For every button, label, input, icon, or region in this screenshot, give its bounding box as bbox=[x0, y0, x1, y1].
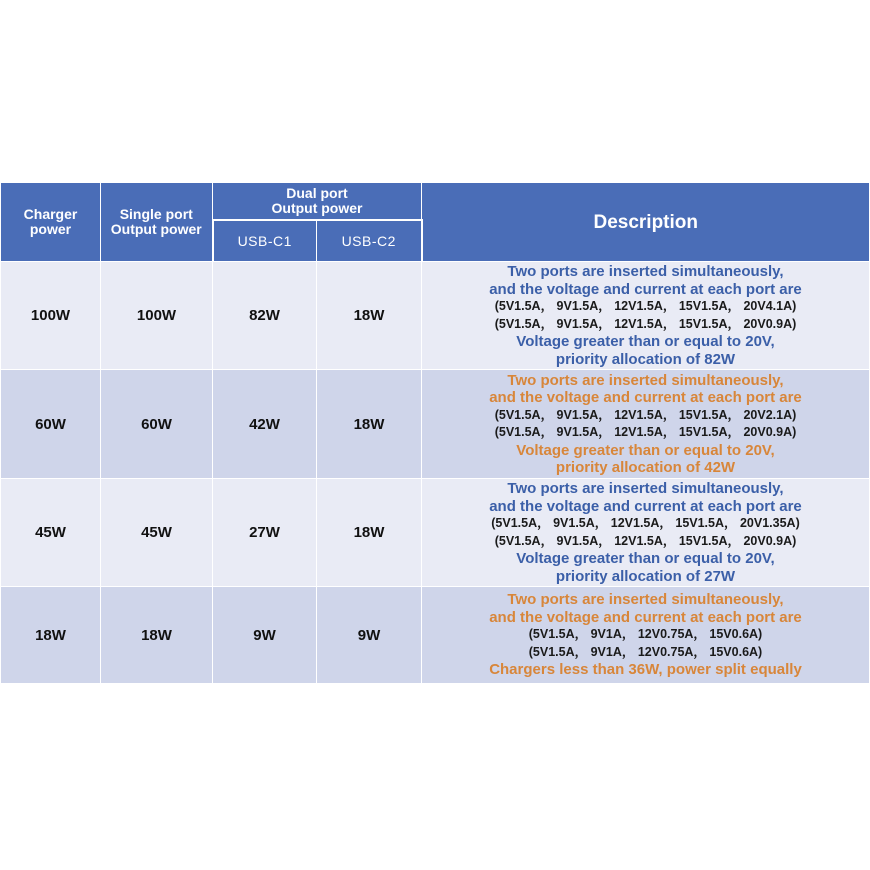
desc-line: Two ports are inserted simultaneously, bbox=[507, 263, 784, 280]
cell-single-port: 18W bbox=[101, 587, 213, 684]
header-dual-port-line2: Output power bbox=[271, 200, 363, 216]
desc-line: Chargers less than 36W, power split equally bbox=[489, 661, 802, 679]
cell-usb-c2: 18W bbox=[317, 262, 422, 370]
header-single-port-line2: Output power bbox=[110, 221, 202, 237]
table-row bbox=[1, 587, 870, 684]
table-row bbox=[1, 262, 870, 370]
header-description: Description bbox=[422, 183, 870, 262]
desc-line: (5V1.5A， 9V1.5A， 12V1.5A， 15V1.5A， 20V0.9A) bbox=[494, 425, 797, 439]
cell-charger-power: 45W bbox=[1, 479, 101, 587]
header-single-port-line1: Single port bbox=[119, 206, 193, 222]
header-charger-power-line2: power bbox=[29, 221, 72, 237]
cell-description bbox=[422, 262, 870, 370]
desc-line: priority allocation of 42W bbox=[555, 459, 736, 476]
desc-line: Voltage greater than or equal to 20V, bbox=[516, 333, 775, 350]
desc-line: Voltage greater than or equal to 20V, bbox=[516, 441, 775, 459]
desc-line: priority allocation of 82W bbox=[555, 350, 736, 368]
header-usb-c2: USB-C2 bbox=[317, 220, 422, 262]
cell-usb-c1: 82W bbox=[213, 262, 317, 370]
desc-line: (5V1.5A， 9V1.5A， 12V1.5A， 15V1.5A， 20V2.1A) bbox=[494, 407, 797, 422]
desc-line: Voltage greater than or equal to 20V, bbox=[516, 550, 775, 567]
cell-usb-c2: 9W bbox=[317, 587, 422, 684]
desc-line: and the voltage and current at each port are bbox=[489, 280, 802, 298]
cell-usb-c2: 18W bbox=[317, 479, 422, 587]
desc-line: Two ports are inserted simultaneously, bbox=[507, 591, 784, 609]
desc-line: Two ports are inserted simultaneously, bbox=[507, 480, 784, 497]
desc-line: and the voltage and current at each port are bbox=[489, 608, 802, 626]
desc-line: (5V1.5A， 9V1A， 12V0.75A， 15V0.6A) bbox=[528, 644, 763, 659]
cell-usb-c1: 27W bbox=[213, 479, 317, 587]
desc-line: Two ports are inserted simultaneously, bbox=[507, 371, 784, 389]
header-dual-port-line1: Dual port bbox=[286, 185, 348, 201]
cell-description bbox=[422, 587, 870, 684]
cell-usb-c1: 42W bbox=[213, 370, 317, 479]
desc-line: (5V1.5A， 9V1.5A， 12V1.5A， 15V1.5A， 20V0.9A) bbox=[494, 316, 797, 331]
cell-description bbox=[422, 370, 870, 479]
desc-line: and the voltage and current at each port are bbox=[489, 389, 802, 406]
table-row bbox=[1, 479, 870, 587]
desc-line: (5V1.5A， 9V1.5A， 12V1.5A， 15V1.5A， 20V4.1A) bbox=[494, 299, 797, 313]
cell-usb-c2: 18W bbox=[317, 370, 422, 479]
cell-description bbox=[422, 479, 870, 587]
desc-line: (5V1.5A， 9V1.5A， 12V1.5A， 15V1.5A， 20V0.9A) bbox=[494, 533, 797, 548]
cell-charger-power: 60W bbox=[1, 370, 101, 479]
desc-line: and the voltage and current at each port are bbox=[489, 497, 802, 515]
cell-charger-power: 100W bbox=[1, 262, 101, 370]
cell-usb-c1: 9W bbox=[213, 587, 317, 684]
header-usb-c1: USB-C1 bbox=[213, 220, 317, 262]
power-allocation-table bbox=[0, 182, 870, 684]
desc-line: priority allocation of 27W bbox=[555, 567, 736, 585]
header-charger-power-line1: Charger bbox=[23, 206, 78, 222]
header-single-port bbox=[101, 183, 213, 262]
desc-line: (5V1.5A， 9V1A， 12V0.75A， 15V0.6A) bbox=[528, 627, 763, 642]
cell-charger-power: 18W bbox=[1, 587, 101, 684]
cell-single-port: 45W bbox=[101, 479, 213, 587]
cell-single-port: 100W bbox=[101, 262, 213, 370]
table-row bbox=[1, 370, 870, 479]
header-dual-port bbox=[213, 183, 422, 221]
desc-line: (5V1.5A， 9V1.5A， 12V1.5A， 15V1.5A， 20V1.35A) bbox=[491, 516, 800, 530]
header-charger-power bbox=[1, 183, 101, 262]
cell-single-port: 60W bbox=[101, 370, 213, 479]
